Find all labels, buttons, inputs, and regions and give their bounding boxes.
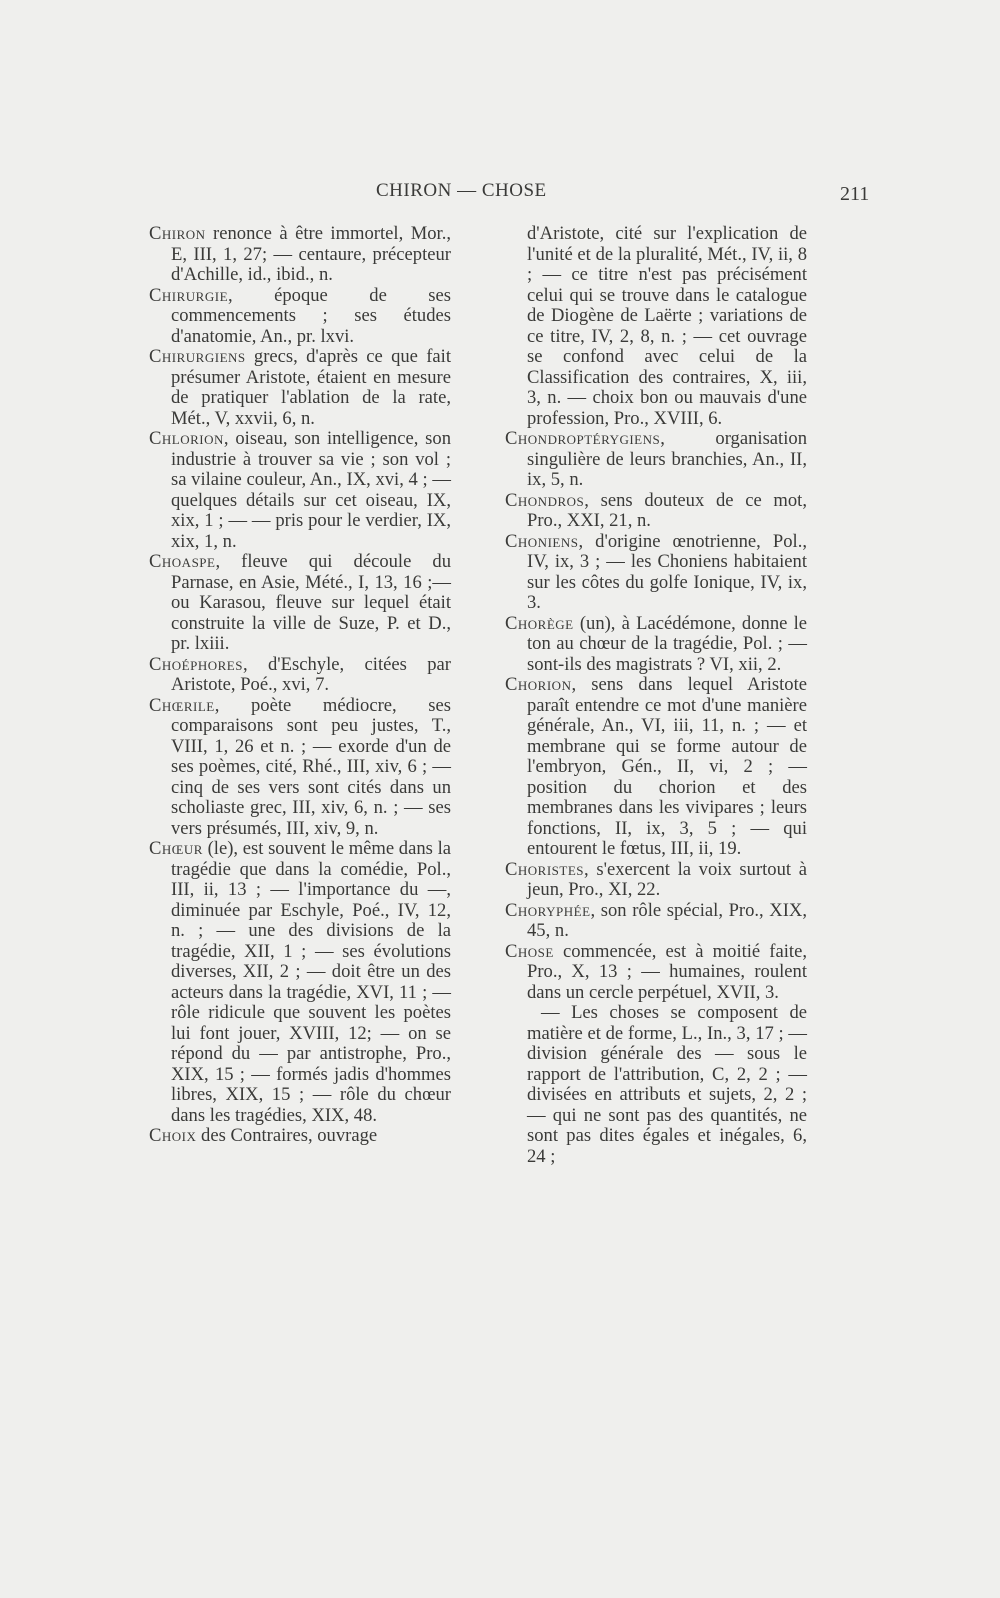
entry-headword: Chirurgie — [149, 284, 229, 306]
right-column — [505, 224, 807, 1167]
entry-text: renonce à être immortel, Mor., E, III, 1, 27; — centaure, précepteur d'Achille, id., ibid., n. — [171, 223, 451, 285]
entry-text: commencée, est à moitié faite, Pro., X, 13 ; — humaines, roulent dans un cercle perpétuel, XVII, 3. — [527, 940, 807, 1003]
index-entry — [505, 942, 807, 1004]
entry-text: d'Aristote, cité sur l'explication de l'unité et de la pluralité, Mét., IV, ii, 8 ; — ce titre n'est pas précisément celui qui se trouve dans le catalogue de Diogène de Laërte ; variations de ce titre, IV, 2, 8, n. ; — cet ouvrage se confond avec celui de la Classification des contraires, X, iii, 3, n. — choix bon ou mauvais d'une profession, Pro., XVIII, 6. — [527, 223, 807, 429]
entry-headword: Chondroptérygiens — [505, 428, 661, 449]
entry-text: — Les choses se composent de matière et de forme, L., In., 3, 17 ; — division générale des — sous le rapport de l'attribution, C, 2, 2 ; — divisées en attributs et sujets, 2, 2 ; — qui ne sont pas des quantités, ne sont pas dites égales et inégales, 6, 24 ; — [527, 1002, 807, 1167]
index-entry — [505, 429, 807, 491]
index-entry — [505, 491, 807, 532]
index-entry — [505, 860, 807, 901]
index-subentry — [505, 1003, 807, 1167]
index-entry-continuation — [505, 224, 807, 429]
entry-headword: Chlorion — [149, 428, 224, 449]
entry-text: (un), à Lacédémone, donne le ton au chœur de la tragédie, Pol. ; — sont-ils des magistrats ? VI, xii, 2. — [527, 612, 807, 675]
index-entry — [505, 675, 807, 860]
index-entry — [505, 901, 807, 942]
entry-headword: Chose — [505, 940, 554, 962]
entry-text: , fleuve qui découle du Parnase, en Asie, Mété., I, 13, 16 ;— ou Karasou, fleuve sur lequel était construite la ville de Suze, P. et D., pr. lxiii. — [171, 551, 451, 654]
index-entry — [149, 655, 451, 696]
index-entry — [149, 224, 451, 286]
entry-headword: Chorion — [505, 674, 572, 695]
page-number: 211 — [840, 183, 870, 205]
entry-text: , sens dans lequel Aristote paraît entendre ce mot d'une manière générale, An., VI, iii, 11, n. ; — et membrane qui se forme autour de l'embryon, Gén., II, vi, 2 ; — position du chorion et des membranes dans les vivipares ; leurs fonctions, II, ix, 3, 5 ; — qui entourent le fœtus, III, ii, 19. — [527, 674, 807, 859]
entry-text: , oiseau, son intelligence, son industrie à trouver sa vie ; son vol ; sa vilaine couleur, An., IX, xvi, 4 ; — quelques détails sur cet oiseau, IX, xix, 1 ; — — pris pour le verdier, IX, xix, 1, n. — [171, 428, 451, 552]
entry-text: , d'origine œnotrienne, Pol., IV, ix, 3 ; — les Choniens habitaient sur les côtes du golfe Ionique, IV, ix, 3. — [527, 530, 807, 613]
entry-headword: Choéphores — [149, 653, 243, 675]
entry-text: grecs, d'après ce que fait présumer Aristote, étaient en mesure de pratiquer l'ablation de la rate, Mét., V, xxvii, 6, n. — [171, 346, 451, 429]
entry-headword: Choniens — [505, 530, 579, 552]
entry-headword: Choristes — [505, 858, 585, 880]
index-entry — [149, 286, 451, 348]
entry-headword: Chirurgiens — [149, 346, 246, 367]
entry-text: , époque de ses commencements ; ses études d'anatomie, An., pr. lxvi. — [171, 284, 451, 347]
entry-headword: Chondros — [505, 489, 585, 511]
entry-headword: Chiron — [149, 223, 206, 244]
entry-text: , son rôle spécial, Pro., XIX, 45, n. — [527, 899, 807, 941]
index-entry — [149, 552, 451, 655]
entry-text: , s'exercent la voix surtout à jeun, Pro., XI, 22. — [527, 858, 807, 900]
entry-headword: Chœrile — [149, 694, 215, 716]
entry-headword: Chorège — [505, 612, 574, 634]
entry-headword: Chœur — [149, 838, 203, 859]
entry-headword: Choryphée — [505, 899, 591, 921]
index-entry — [149, 696, 451, 840]
entry-text: , d'Eschyle, citées par Aristote, Poé., xvi, 7. — [171, 653, 451, 695]
index-entry — [505, 614, 807, 676]
index-entry — [505, 532, 807, 614]
index-entry — [149, 347, 451, 429]
entry-text: (le), est souvent le même dans la tragédie que dans la comédie, Pol., III, ii, 13 ; — l'importance du —, diminuée par Eschyle, Poé., IV, 12, n. ; — une des divisions de la tragédie, XII, 1 ; — ses évolutions diverses, XII, 2 ; — doit être un des acteurs dans la tragédie, XVI, 11 ; — rôle ridicule que souvent les poètes lui font jouer, XVIII, 12; — on se répond du — par antistrophe, Pro., XIX, 15 ; — formés jadis d'hommes libres, XIX, 15 ; — rôle du chœur dans les tragédies, XIX, 48. — [171, 838, 451, 1126]
entry-headword: Choix — [149, 1125, 197, 1146]
entry-text: , poète médiocre, ses comparaisons sont peu justes, T., VIII, 1, 26 et n. ; — exorde d'un de ses poèmes, cité, Rhé., III, xiv, 6 ; — cinq de ses vers sont cités dans un scholiaste grec, III, xiv, 6, n. ; — ses vers présumés, III, xiv, 9, n. — [171, 694, 451, 839]
index-entry — [149, 429, 451, 552]
index-entry — [149, 1126, 451, 1147]
entry-text: , organisation singulière de leurs branchies, An., II, ix, 5, n. — [527, 428, 807, 490]
entry-text: , sens douteux de ce mot, Pro., XXI, 21, n. — [527, 489, 807, 531]
index-entry — [149, 839, 451, 1126]
left-column — [149, 224, 451, 1147]
running-header: CHIRON — CHOSE — [376, 180, 547, 201]
entry-text: des Contraires, ouvrage — [196, 1125, 378, 1146]
entry-headword: Choaspe — [149, 551, 216, 572]
